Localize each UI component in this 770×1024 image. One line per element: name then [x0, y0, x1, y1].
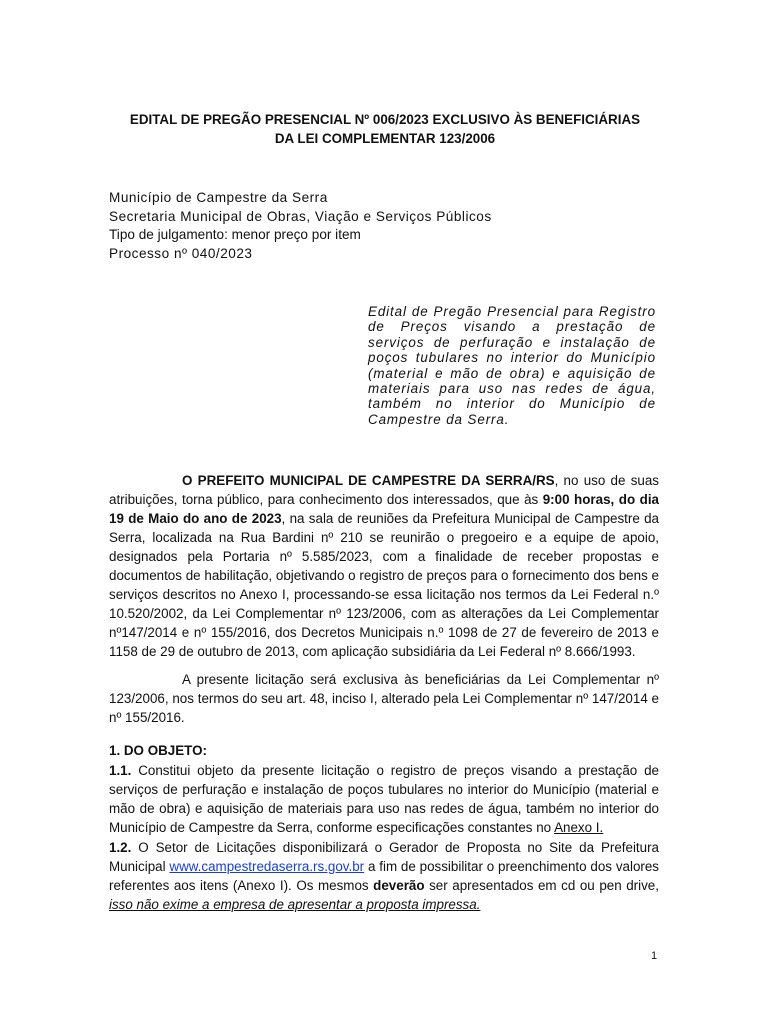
header-block	[109, 189, 492, 263]
processo-line: Processo nº 040/2023	[109, 245, 253, 261]
session-date-time: 9:00 horas, do dia 19 de Maio do ano de 2023	[109, 492, 659, 526]
secretaria-line: Secretaria Municipal de Obras, Viação e Serviços Públicos	[109, 208, 492, 224]
edital-summary: Edital de Pregão Presencial para Registro de Preços visando a prestação de serviços de perfuração e instalação de poços tubulares no interior do Município (material e mão de obra) e aquisição de materiais para uso nas redes de água, também no interior do Município de Campestre da Serra.	[368, 304, 656, 427]
item-1-2-text-3: ser apresentados em cd ou pen drive,	[424, 878, 659, 893]
item-1-2-text-1: O Setor de Licitações disponibilizará o Gerador de Proposta no Site da Prefeitura Municipal	[109, 840, 659, 874]
prefeito-heading: O PREFEITO MUNICIPAL DE CAMPESTRE DA SERRA/RS	[182, 473, 555, 488]
paragraph-exclusivity: A presente licitação será exclusiva às beneficiárias da Lei Complementar nº 123/2006, nos termos do seu art. 48, inciso I, alterado pela Lei Complementar nº 147/2014 e nº 155/2016.	[109, 672, 659, 725]
tipo-julgamento-line: Tipo de julgamento: menor preço por item	[109, 227, 361, 242]
item-1-1-text: Constitui objeto da presente licitação o registro de preços visando a prestação de serviços de perfuração e instalação de poços tubulares no interior do Município (material e mão de obra) e aquisição de materiais para uso nas redes de água, também no interior do Município de Campestre da Serra, conforme especificações constantes no	[109, 763, 659, 835]
item-1-1	[109, 761, 659, 837]
title-line-2: DA LEI COMPLEMENTAR 123/2006	[274, 131, 496, 146]
item-1-1-number: 1.1.	[109, 763, 132, 778]
title-line-1: EDITAL DE PREGÃO PRESENCIAL Nº 006/2023 EXCLUSIVO ÀS BENEFICIÁRIAS	[129, 112, 641, 127]
municipio-line: Município de Campestre da Serra	[109, 190, 328, 205]
item-1-2-number: 1.2.	[109, 840, 132, 855]
page-number: 1	[651, 950, 658, 962]
document-title	[95, 110, 675, 148]
paragraph-intro	[109, 471, 659, 661]
intro-text-1: , no uso de suas atribuições, torna público, para conhecimento dos interessados, que às	[109, 473, 659, 507]
item-1-2-text-2: a fim de possibilitar o preenchimento dos valores referentes aos itens (Anexo I). Os mesmos	[109, 859, 660, 893]
prefeitura-website-link[interactable]: www.campestredaserra.rs.gov.br	[169, 859, 365, 874]
deverao-bold: deverão	[373, 878, 425, 893]
item-1-2	[109, 838, 659, 914]
anexo-reference: Anexo I.	[554, 820, 604, 835]
proposta-impressa-note: isso não exime a empresa de apresentar a proposta impressa.	[109, 897, 481, 912]
intro-text-2: , na sala de reuniões da Prefeitura Municipal de Campestre da Serra, localizada na Rua Bardini nº 210 se reunirão o pregoeiro e a equipe de apoio, designados pela Portaria nº 5.585/2023, com a finalidade de receber propostas e documentos de habilitação, objetivando o registro de preços para o fornecimento dos bens e serviços descritos no Anexo I, processando-se essa licitação nos termos da Lei Federal n.º 10.520/2002, da Lei Complementar nº 123/2006, com as alterações da Lei Complementar nº147/2014 e nº 155/2016, dos Decretos Municipais n.º 1098 de 27 de fevereiro de 2013 e 1158 de 29 de outubro de 2013, com aplicação subsidiária da Lei Federal nº 8.666/1993.	[109, 511, 659, 659]
section-objeto-title: 1. DO OBJETO:	[109, 743, 207, 758]
